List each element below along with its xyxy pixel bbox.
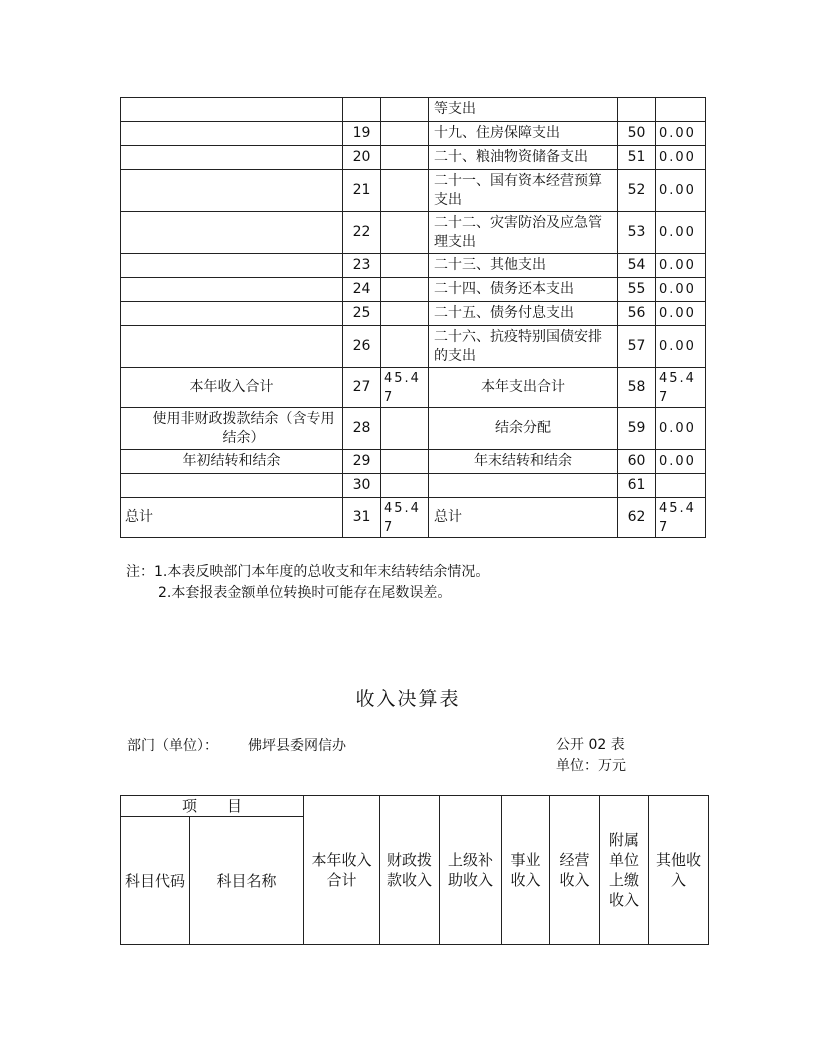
department-label: 部门（单位）： [127,738,218,754]
fiscal-income-header: 财政拨款收入 [380,796,440,945]
amount: 0.00 [656,302,706,326]
upper-subsidy-header: 上级补助收入 [440,796,502,945]
row-number: 59 [618,408,656,450]
row-number: 25 [343,302,381,326]
total-income-header: 本年收入合计 [304,796,380,945]
amount: 45.47 [656,498,706,538]
table-row [121,254,706,278]
amount: 45.47 [381,498,429,538]
expense-label: 二十五、债务付息支出 [429,302,618,326]
row-number: 31 [343,498,381,538]
expense-label: 二十三、其他支出 [429,254,618,278]
table-row [121,326,706,368]
row-number: 23 [343,254,381,278]
row-number: 55 [618,278,656,302]
amount: 45.47 [381,368,429,408]
row-number: 51 [618,146,656,170]
amount: 0.00 [656,326,706,368]
expense-label: 十九、住房保障支出 [429,122,618,146]
expense-label: 二十、粮油物资储备支出 [429,146,618,170]
expense-label: 结余分配 [429,408,618,450]
income-label: 本年收入合计 [121,368,343,408]
table-row [121,474,706,498]
note-line-2: 2.本套报表金额单位转换时可能存在尾数误差。 [158,585,452,601]
amount: 0.00 [656,122,706,146]
row-number: 29 [343,450,381,474]
row-number: 52 [618,170,656,212]
table-row [121,122,706,146]
affiliate-income-header: 附属单位上缴收入 [600,796,649,945]
row-number: 53 [618,212,656,254]
amount: 45.47 [656,368,706,408]
table-row [121,368,706,408]
row-number: 22 [343,212,381,254]
table-row [121,170,706,212]
operation-income-header: 经营收入 [550,796,600,945]
row-number: 30 [343,474,381,498]
table-notes [126,562,489,604]
expense-label: 二十二、灾害防治及应急管理支出 [429,212,618,254]
income-label: 年初结转和结余 [121,450,343,474]
expense-label: 二十四、债务还本支出 [429,278,618,302]
row-number: 21 [343,170,381,212]
row-number: 61 [618,474,656,498]
row-number: 24 [343,278,381,302]
row-number: 19 [343,122,381,146]
expense-label: 二十一、国有资本经营预算支出 [429,170,618,212]
table-row [121,98,706,122]
expense-label: 等支出 [429,98,618,122]
table-row [121,146,706,170]
subject-code-header: 科目代码 [121,817,190,945]
amount: 0.00 [656,170,706,212]
revenue-expenditure-summary-table [120,97,706,538]
table-row [121,212,706,254]
grand-total-label: 总计 [429,498,618,538]
row-number: 58 [618,368,656,408]
amount: 0.00 [656,212,706,254]
amount: 0.00 [656,146,706,170]
row-number: 50 [618,122,656,146]
subject-name-header: 科目名称 [190,817,304,945]
expense-label: 本年支出合计 [429,368,618,408]
header-row [121,796,709,817]
table-row [121,498,706,538]
table-row [121,408,706,450]
amount: 0.00 [656,278,706,302]
expense-label: 二十六、抗疫特别国债安排的支出 [429,326,618,368]
amount: 0.00 [656,408,706,450]
unit-label: 单位：万元 [556,758,626,774]
row-number: 20 [343,146,381,170]
department-line [127,735,346,755]
other-income-header: 其他收入 [649,796,709,945]
income-statement-table [120,795,709,945]
business-income-header: 事业收入 [502,796,550,945]
row-number: 27 [343,368,381,408]
amount: 0.00 [656,450,706,474]
row-number: 54 [618,254,656,278]
amount: 0.00 [656,254,706,278]
grand-total-label: 总计 [121,498,343,538]
table-row [121,450,706,474]
income-label: 使用非财政拨款结余（含专用结余） [121,408,343,450]
form-number: 公开 02 表 [556,737,625,753]
row-number: 28 [343,408,381,450]
form-info [556,735,626,777]
item-header: 项 目 [121,796,304,817]
row-number: 26 [343,326,381,368]
row-number: 60 [618,450,656,474]
row-number: 62 [618,498,656,538]
table-row [121,278,706,302]
table-row [121,302,706,326]
department-name: 佛坪县委网信办 [248,738,346,754]
row-number: 57 [618,326,656,368]
page-title: 收入决算表 [355,688,461,710]
expense-label: 年末结转和结余 [429,450,618,474]
row-number: 56 [618,302,656,326]
note-line-1: 注：1.本表反映部门本年度的总收支和年末结转结余情况。 [126,564,490,580]
